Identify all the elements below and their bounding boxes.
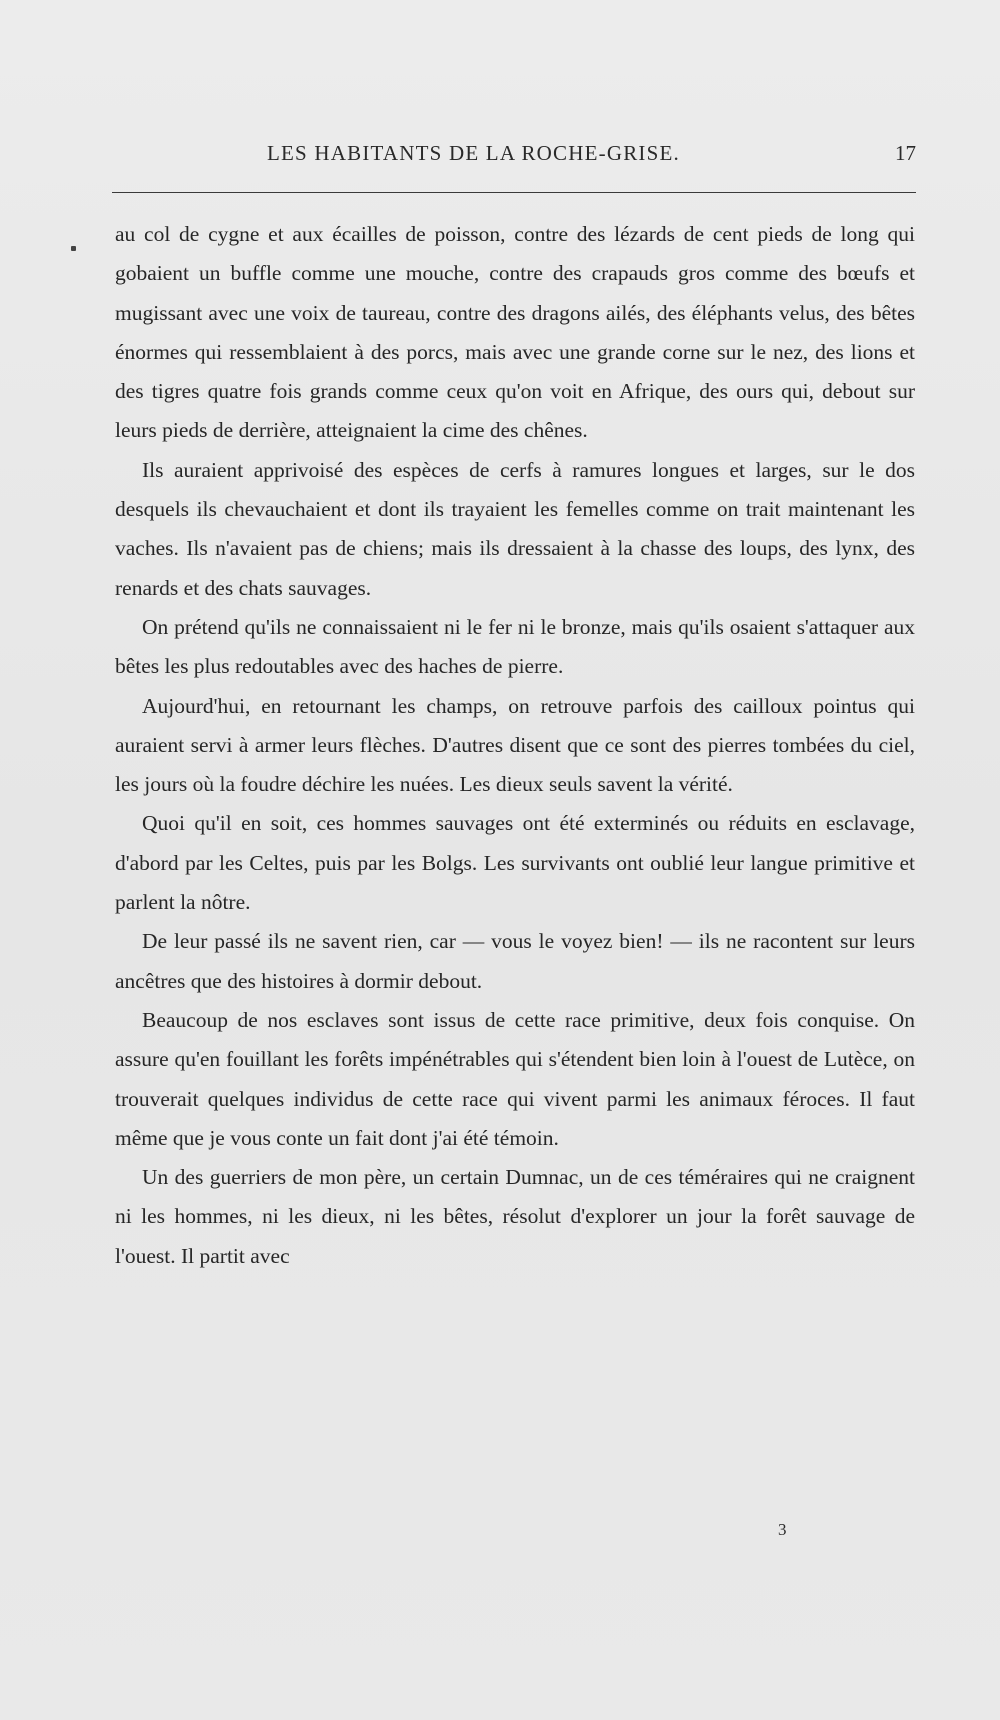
- print-speck: [71, 246, 76, 251]
- page-number: 17: [895, 141, 916, 165]
- paragraph-2: Ils auraient apprivoisé des espèces de cerfs à ramures longues et larges, sur le dos desquels ils chevauchaient et dont ils trayaient les femelles comme on trait maintenant les vaches. Ils n'avaient pas de chiens; mais ils dressaient à la chasse des loups, des lynx, des renards et des chats sauvages.: [115, 457, 915, 600]
- body-text: [115, 215, 915, 1276]
- signature-mark: 3: [778, 1520, 787, 1539]
- running-head: [112, 141, 916, 171]
- paragraph-6: De leur passé ils ne savent rien, car — vous le voyez bien! — ils ne racontent sur leurs ancêtres que des histoires à dormir debout.: [115, 929, 915, 993]
- paragraph-5: Quoi qu'il en soit, ces hommes sauvages ont été exterminés ou réduits en esclavage, d'abord par les Celtes, puis par les Bolgs. Les survivants ont oublié leur langue primitive et parlent la nôtre.: [115, 811, 915, 915]
- paragraph-4: Aujourd'hui, en retournant les champs, on retrouve parfois des cailloux pointus qui auraient servi à armer leurs flèches. D'autres disent que ce sont des pierres tombées du ciel, les jours où la foudre déchire les nuées. Les dieux seuls savent la vérité.: [115, 693, 915, 797]
- running-title: LES HABITANTS DE LA ROCHE-GRISE.: [267, 141, 680, 165]
- header-rule: [112, 192, 916, 193]
- paragraph-1: au col de cygne et aux écailles de poisson, contre des lézards de cent pieds de long qui gobaient un buffle comme une mouche, contre des crapauds gros comme des bœufs et mugissant avec une voix de taureau, contre des dragons ailés, des éléphants velus, des bêtes énormes qui ressemblaient à des porcs, mais avec une grande corne sur le nez, des lions et des tigres quatre fois grands comme ceux qu'on voit en Afrique, des ours qui, debout sur leurs pieds de derrière, atteignaient la cime des chênes.: [115, 222, 915, 443]
- paragraph-8: Un des guerriers de mon père, un certain Dumnac, un de ces téméraires qui ne craignent ni les hommes, ni les dieux, ni les bêtes, résolut d'explorer un jour la forêt sauvage de l'ouest. Il partit avec: [115, 1165, 915, 1268]
- paragraph-3: On prétend qu'ils ne connaissaient ni le fer ni le bronze, mais qu'ils osaient s'attaquer aux bêtes les plus redoutables avec des haches de pierre.: [115, 614, 915, 679]
- paragraph-7: Beaucoup de nos esclaves sont issus de cette race primitive, deux fois conquise. On assure qu'en fouillant les forêts impénétrables qui s'étendent bien loin à l'ouest de Lutèce, on trouverait quelques individus de cette race qui vivent parmi les animaux féroces. Il faut même que je vous conte un fait dont j'ai été témoin.: [115, 1007, 915, 1150]
